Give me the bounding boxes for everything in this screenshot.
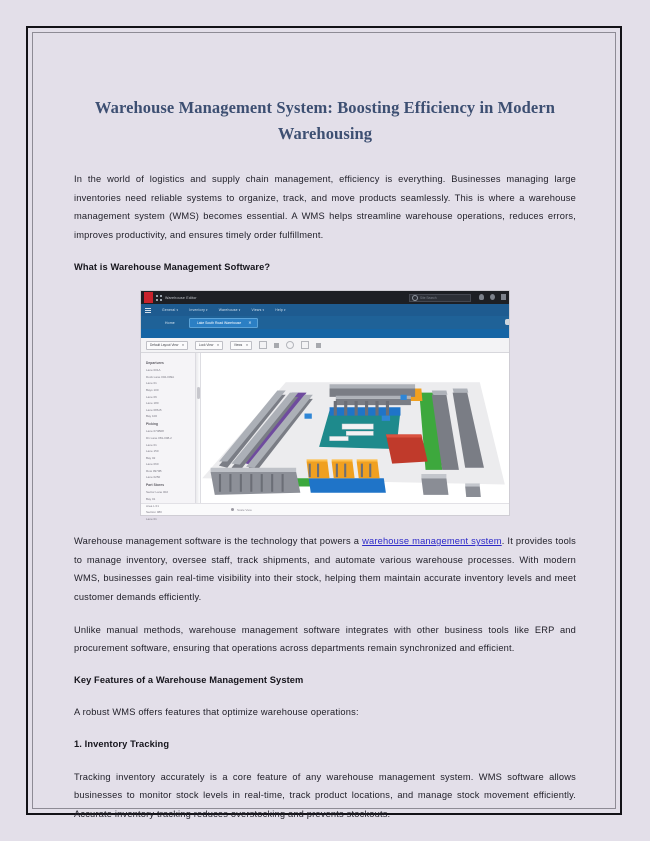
sidebar-group-title-departures: Departures bbox=[146, 361, 164, 366]
toolbar-select-lock[interactable] bbox=[195, 341, 223, 350]
sidebar-item[interactable]: Lane 086-B bbox=[146, 407, 162, 412]
embedded-app-screenshot bbox=[140, 290, 510, 521]
app-menubar bbox=[141, 304, 509, 316]
app-search-box[interactable] bbox=[409, 294, 471, 302]
gear-icon[interactable] bbox=[490, 294, 495, 300]
status-label: Scale View bbox=[237, 507, 252, 512]
paragraph-robust-wms: A robust WMS offers features that optimize warehouse operations: bbox=[74, 707, 359, 718]
toolbar-select-views[interactable] bbox=[230, 341, 252, 350]
sidebar-item[interactable]: Lane 0250 bbox=[146, 475, 161, 480]
page-title: Warehouse Management System: Boosting Efficiency in Modern Warehousing bbox=[94, 98, 556, 143]
help-icon[interactable] bbox=[501, 294, 506, 300]
pin-icon[interactable] bbox=[274, 343, 279, 348]
app-logo-icon bbox=[144, 292, 153, 303]
sidebar-item[interactable]: Dock Lane 002-009A bbox=[146, 374, 175, 379]
app-titlebar bbox=[141, 291, 509, 304]
paragraph-intro: In the world of logistics and supply chain management, efficiency is everything. Businesses managing large inventories need reliable systems to organize, track, and move products seamlessly. This is where a warehouse management system (WMS) becomes essential. A WMS helps streamline warehouse operations, reduces errors, improves productivity, and ensures timely order fulfillment. bbox=[74, 174, 576, 240]
software-text-part1: Warehouse management software is the technology that powers a bbox=[74, 536, 363, 547]
sidebar-item[interactable]: Lane 180 bbox=[146, 401, 159, 406]
menu-item-general[interactable]: General ▾ bbox=[162, 308, 178, 312]
grid-icon[interactable] bbox=[301, 341, 309, 349]
sidebar-item[interactable]: Lane 06 bbox=[146, 394, 157, 399]
sidebar-item[interactable]: Lane 074B08 bbox=[146, 429, 164, 434]
tab-home[interactable]: Home bbox=[165, 320, 175, 325]
sidebar-group-title-picking: Picking bbox=[146, 422, 159, 427]
hamburger-icon[interactable] bbox=[145, 308, 151, 313]
chevron-down-icon: ▾ bbox=[182, 343, 184, 348]
help-icon[interactable] bbox=[316, 343, 321, 348]
toolbar-select-layout-label: Default Layout View bbox=[150, 343, 179, 348]
sidebar-item[interactable]: Lane 150 bbox=[146, 449, 159, 454]
app-tab-row bbox=[141, 316, 509, 329]
warehouse-3d-canvas[interactable] bbox=[196, 353, 509, 503]
crop-icon[interactable] bbox=[259, 341, 267, 349]
sidebar-item[interactable]: D1 Lane 081-008-2 bbox=[146, 435, 172, 440]
chevron-down-icon: ▾ bbox=[246, 343, 248, 348]
refresh-icon[interactable] bbox=[286, 341, 294, 349]
panel-collapse-handle[interactable] bbox=[505, 319, 509, 325]
menu-item-inventory[interactable]: Inventory ▾ bbox=[189, 308, 208, 312]
app-tab-underline bbox=[141, 329, 509, 338]
menu-item-warehouse[interactable]: Warehouse ▾ bbox=[219, 308, 241, 312]
heading-inventory-tracking: 1. Inventory Tracking bbox=[74, 738, 170, 749]
document-content bbox=[74, 95, 576, 837]
sidebar-item[interactable]: Bay 02 bbox=[146, 455, 156, 460]
sidebar-item[interactable]: Bay 01 bbox=[146, 497, 156, 502]
sidebar-item[interactable]: Bay 100 bbox=[146, 414, 158, 419]
sidebar-item[interactable]: Row 0970B bbox=[146, 468, 162, 473]
paragraph-software-definition bbox=[74, 532, 576, 606]
toolbar-select-views-label: Views bbox=[233, 343, 243, 348]
app-toolbar bbox=[141, 338, 509, 353]
warehouse-management-system-link[interactable]: warehouse management system bbox=[362, 536, 502, 547]
sidebar-item[interactable]: Lane 01 bbox=[146, 442, 157, 447]
app-titlebar-icons bbox=[479, 294, 506, 300]
sidebar-group-title-part-stores: Part Stores bbox=[146, 483, 165, 488]
search-placeholder-label: Site Search bbox=[420, 295, 437, 300]
search-icon bbox=[412, 295, 418, 301]
paragraph-inventory-tracking: Tracking inventory accurately is a core feature of any warehouse management system. WMS software allows businesses to monitor stock levels in real-time, track product locations, and manage stock movement efficiently. Accurate inventory tracking reduces overstocking and prevents stockouts. bbox=[74, 771, 576, 819]
close-icon[interactable]: ✕ bbox=[248, 319, 252, 325]
toolbar-select-lock-label: Lock View bbox=[198, 343, 214, 348]
warehouse-3d-illustration bbox=[196, 353, 509, 510]
paragraph-unlike-manual: Unlike manual methods, warehouse management software integrates with other business tools like ERP and procurement software, ensuring that operations across departments remain synchronized and efficient. bbox=[74, 624, 576, 654]
sidebar-item[interactable]: Section 080 bbox=[146, 510, 162, 515]
heading-what-is-wms: What is Warehouse Management Software? bbox=[74, 261, 271, 272]
heading-key-features: Key Features of a Warehouse Management System bbox=[74, 674, 304, 685]
app-sidebar bbox=[141, 353, 196, 521]
sidebar-item[interactable]: Sector Lane 002 bbox=[146, 490, 169, 495]
sidebar-item[interactable]: Lane 001A bbox=[146, 368, 161, 373]
app-grid-icon bbox=[156, 295, 162, 301]
sidebar-item[interactable]: Lane 060 bbox=[146, 462, 159, 467]
menu-item-views[interactable]: Views ▾ bbox=[251, 308, 264, 312]
tab-active-label: Lake South Road Warehouse bbox=[196, 320, 242, 325]
sidebar-item[interactable]: Lane 01 bbox=[146, 381, 157, 386]
sidebar-item[interactable]: Lane 01 bbox=[146, 516, 157, 521]
toolbar-select-layout[interactable] bbox=[146, 341, 188, 350]
chevron-down-icon: ▾ bbox=[217, 343, 219, 348]
tab-active-warehouse[interactable] bbox=[189, 318, 258, 328]
app-name-label: Warehouse Editor bbox=[165, 295, 197, 300]
menu-item-help[interactable]: Help ▾ bbox=[275, 308, 286, 312]
sidebar-item[interactable]: Area L 01 bbox=[146, 503, 159, 508]
sidebar-item[interactable]: Bays 100 bbox=[146, 387, 159, 392]
software-text-part2: . It provides tools to manage inventory, oversee staff, track shipments, and automate various warehouse processes. With modern WMS, businesses gain real-time visibility into their stock, helping them maintain accurate inventory levels and meet customer demands efficiently. bbox=[74, 536, 577, 602]
user-icon[interactable] bbox=[479, 294, 484, 300]
